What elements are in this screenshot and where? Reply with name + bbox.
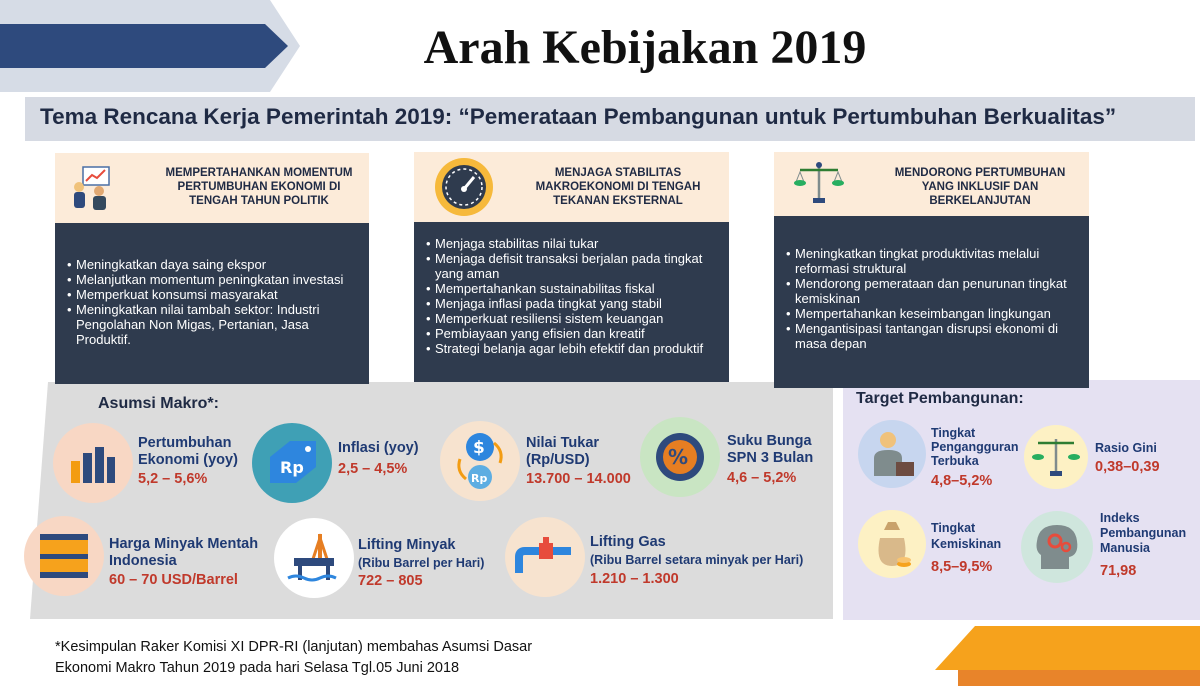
footer-accent-bar-lower: [958, 670, 1200, 686]
oil-rig-icon: [284, 528, 344, 588]
theme-text: Tema Rencana Kerja Pemerintah 2019: “Pemerataan Pembangunan untuk Pertumbuhan Berkualitas”: [40, 104, 1117, 129]
list-item: • Menjaga inflasi pada tingkat yang stabil: [426, 296, 719, 311]
policy-card-3-title: MENDORONG PERTUMBUHAN YANG INKLUSIF DAN BERKELANJUTAN: [894, 167, 1066, 207]
exchange-icon-circle: [440, 421, 520, 501]
svg-text:Rp: Rp: [280, 458, 304, 477]
svg-text:Rp: Rp: [471, 472, 488, 485]
oil-price-value: 60 – 70 USD/Barrel: [109, 572, 238, 588]
presentation-icon: [69, 163, 119, 213]
list-item: • Strategi belanja agar lebih efektif dan produktif: [426, 341, 719, 356]
list-item: • Meningkatkan tingkat produktivitas melalui reformasi struktural: [786, 246, 1079, 276]
list-item: • Mempertahankan keseimbangan lingkungan: [786, 306, 1079, 321]
exchange-label: Nilai Tukar (Rp/USD): [526, 435, 600, 468]
oil-lifting-value: 722 – 805: [358, 573, 423, 589]
gini-icon-circle: [1024, 425, 1088, 489]
unemployment-icon-circle: [858, 420, 926, 488]
gini-value: 0,38–0,39: [1095, 459, 1160, 475]
footnote: *Kesimpulan Raker Komisi XI DPR-RI (lanjutan) membahas Asumsi Dasar Ekonomi Makro Tahun 2019 pada hari Selasa Tgl.05 Juni 2018: [55, 639, 533, 676]
inflation-icon-circle: [252, 423, 332, 503]
list-item: • Mendorong pemerataan dan penurunan tingkat kemiskinan: [786, 276, 1079, 306]
target-panel: [843, 380, 1200, 620]
head-gears-icon: [1033, 521, 1083, 573]
growth-label: Pertumbuhan Ekonomi (yoy): [138, 435, 238, 468]
policy-card-2-header: [414, 152, 729, 222]
policy-card-2-list: [426, 236, 719, 356]
oil-barrel-icon: [36, 530, 92, 582]
list-item: • Mempertahankan sustainabilitas fiskal: [426, 281, 719, 296]
oil-lifting-label: Lifting Minyak: [358, 537, 456, 553]
page-title: Arah Kebijakan 2019: [423, 21, 867, 74]
list-item: • Memperkuat konsumsi masyarakat: [67, 287, 359, 302]
percent-gear-icon: [652, 429, 708, 485]
policy-card-2-body: [414, 222, 729, 382]
list-item: • Melanjutkan momentum peningkatan investasi: [67, 272, 359, 287]
gas-lifting-icon-circle: [505, 517, 585, 597]
bar-chart-icon: [69, 441, 117, 485]
policy-card-1-body: [55, 223, 369, 384]
growth-value: 5,2 – 5,6%: [138, 471, 208, 487]
oil-price-label: Harga Minyak Mentah Indonesia: [109, 536, 259, 569]
policy-card-3-list: [786, 246, 1079, 351]
interest-icon-circle: [640, 417, 720, 497]
poverty-icon-circle: [858, 510, 926, 578]
unemployment-label: Tingkat Pengangguran Terbuka: [931, 426, 1019, 468]
gas-lifting-sublabel: (Ribu Barrel setara minyak per Hari): [590, 553, 804, 567]
target-heading: Target Pembangunan:: [856, 390, 1024, 407]
gas-pipe-icon: [513, 533, 577, 581]
inflation-value: 2,5 – 4,5%: [338, 461, 408, 477]
policy-card-1-list: [67, 257, 359, 347]
balance-scale-icon: [794, 160, 844, 206]
businessman-icon: [868, 428, 916, 480]
hdi-label: Indeks Pembangunan Manusia: [1100, 511, 1187, 555]
svg-text:%: %: [668, 445, 689, 469]
gas-lifting-value: 1.210 – 1.300: [590, 571, 679, 587]
interest-label: Suku Bunga SPN 3 Bulan: [727, 433, 814, 466]
currency-exchange-icon: [452, 429, 508, 493]
list-item: • Menjaga stabilitas nilai tukar: [426, 236, 719, 251]
gauge-icon: [434, 157, 494, 217]
hdi-value: 71,98: [1100, 563, 1137, 579]
list-item: • Memperkuat resiliensi sistem keuangan: [426, 311, 719, 326]
gini-label: Rasio Gini: [1095, 441, 1157, 455]
list-item: • Mengantisipasi tantangan disrupsi ekonomi di masa depan: [786, 321, 1079, 351]
svg-text:$: $: [473, 438, 485, 458]
header-ribbon-dark: [0, 24, 288, 68]
policy-card-1-title: MEMPERTAHANKAN MOMENTUM PERTUMBUHAN EKONOMI DI TENGAH TAHUN POLITIK: [165, 167, 353, 207]
money-bag-icon: [870, 518, 914, 570]
policy-card-3-body: [774, 216, 1089, 388]
list-item: • Meningkatkan nilai tambah sektor: Industri Pengolahan Non Migas, Pertanian, Jasa Produktif.: [67, 302, 359, 347]
rupiah-tag-icon: [264, 437, 320, 489]
gas-lifting-label: Lifting Gas: [590, 534, 666, 550]
poverty-value: 8,5–9,5%: [931, 559, 993, 575]
policy-card-3-header: [774, 152, 1089, 216]
oil-lifting-sublabel: (Ribu Barrel per Hari): [358, 556, 485, 570]
list-item: • Pembiayaan yang efisien dan kreatif: [426, 326, 719, 341]
policy-card-2-title: MENJAGA STABILITAS MAKROEKONOMI DI TENGAH TEKANAN EKSTERNAL: [535, 167, 701, 207]
exchange-value: 13.700 – 14.000: [526, 471, 631, 487]
scale-icon: [1032, 435, 1080, 479]
growth-icon-circle: [53, 423, 133, 503]
policy-card-1-header: [55, 153, 369, 223]
oil-price-icon-circle: [24, 516, 104, 596]
poverty-label: Tingkat Kemiskinan: [931, 521, 1002, 551]
hdi-icon-circle: [1021, 511, 1093, 583]
oil-lifting-icon-circle: [274, 518, 354, 598]
unemployment-value: 4,8–5,2%: [931, 473, 993, 489]
list-item: • Menjaga defisit transaksi berjalan pada tingkat yang aman: [426, 251, 719, 281]
footer-accent-bar: [935, 626, 1200, 670]
inflation-label: Inflasi (yoy): [338, 440, 419, 456]
list-item: • Meningkatkan daya saing ekspor: [67, 257, 359, 272]
interest-value: 4,6 – 5,2%: [727, 470, 797, 486]
macro-heading: Asumsi Makro*:: [98, 395, 219, 412]
